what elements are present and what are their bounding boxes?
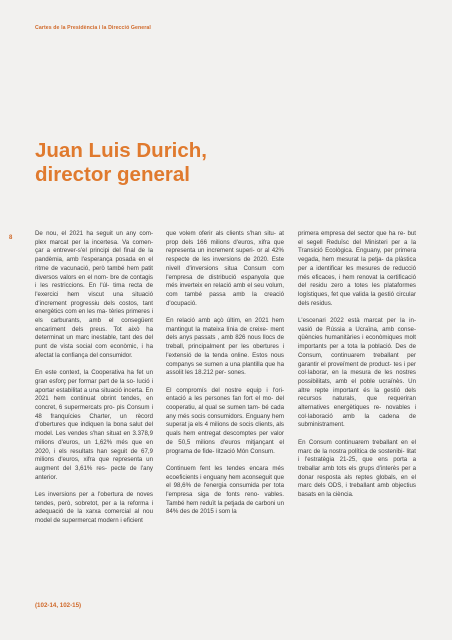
gri-reference: (102-14, 102-15)	[35, 602, 82, 609]
paragraph: primera empresa del sector que ha re- but el segell Reduïsc del Ministeri per a la Transició Ecològica. Enguany, per primera vegada, hem mesurat la petja- da plàstica per a identificar les mesures de reducció més eficaces, i hem renovat la certificació del residu zero a totes les plataformes logístiques, fet que valida la gestió circular dels residus.	[298, 230, 416, 307]
paragraph: Les inversions per a l'obertura de noves tendes, però, sobretot, per a la reforma i adequació de la xarxa comercial al nou model de supermercat modern i eficient	[35, 491, 153, 525]
title-line-1: Juan Luis Durich,	[35, 139, 207, 162]
text-column-3	[298, 230, 416, 500]
text-column-1	[35, 230, 153, 526]
title-line-2: director general	[35, 163, 190, 186]
paragraph: Continuem fent les tendes encara més ecoeficients i enguany hem aconseguit que el 98,6% de l'energia consumida per tota l'empresa siga de fonts reno- vables. També hem reduït la petjada de carboni un 84% des de 2015 i som la	[166, 464, 284, 516]
paragraph: El compromís del nostre equip i l'ori- entació a les persones fan fort el mo- del cooperatiu, al qual se sumen tam- bé cada any més socis consumidors. Enguany hem superat ja els 4 milions de socis clients, als quals hem entregat descomptes per valor de 50,5 milions d'euros mitjançant el programa de fide- lització Món Consum.	[166, 386, 284, 455]
text-column-2	[166, 230, 284, 517]
paragraph: que volem oferir als clients s'han situ- at prop dels 166 milions d'euros, xifra que representa un increment superi- or al 42% respecte de les inversions de 2020. Este nivell d'inversions situa Consum com l'empresa de distribució espanyola que més inverteix en relació amb el seu volum, com també passa amb la creació d'ocupació.	[166, 230, 284, 307]
running-header: Cartes de la Presidència i la Direcció General	[35, 25, 151, 31]
paragraph: En este context, la Cooperativa ha fet un gran esforç per formar part de la so- lució i aportar estabilitat a una situació incerta. En 2021 hem continuat obrint tendes, en concret, 6 supermercats pro- pis Consum i 48 franquícies Charter, un rècord d'obertures que indiquen la bona salut del model. Les vendes s'han situat en 3.378,9 milions d'euros, un 1,62% més que en 2020, i els resultats han seguit de 67,9 milions d'euros, xifra que representa un augment del 3,61% res- pecte de l'any anterior.	[35, 369, 153, 481]
page-title	[35, 139, 335, 187]
paragraph: L'escenari 2022 està marcat per la in- vasió de Rússia a Ucraïna, amb conse- qüències humanitàries i econòmiques molt importants per a tota la població. Des de Consum, continuarem treballant per garantir el proveïment de product- tes i per col·laborar, en la mesura de les nostres possibilitats, amb el poble ucraïnès. Un altre repte important és la gestió dels recursos naturals, que requeriran alternatives energètiques re- novables i col·laboració amb la cadena de subministrament.	[298, 317, 416, 429]
paragraph: De nou, el 2021 ha seguit un any com- plex marcat per la incertesa. Va comen- çar a entrever-s'el principi del final de la pandèmia, amb l'esperança posada en el ritme de vacunació, però també hem patit diversos valors en el nom- bre de contagis i les restriccions. En l'úl- tima recta de l'exercici hem viscut una situació d'increment progressiu dels costos, tant energètics com en les ma- tèries primeres i els carburants, amb el consegüent encariment dels preus. Tot això ha determinat un marc inestable, tant des del punt de vista social com econòmic, i ha afectat la confiança del consumidor.	[35, 230, 153, 359]
paragraph: En relació amb açò últim, en 2021 hem mantingut la mateixa línia de creixe- ment dels anys passats , amb 826 nous llocs de treball, principalment per les obertures i l'extensió de la tenda online. Estos nous companys se sumen a una plantilla que ha assolit les 18.212 per- sones.	[166, 317, 284, 377]
paragraph: En Consum continuarem treballant en el marc de la nostra política de sostenibi- litat i l'estratègia 21-25, que ens porta a treballar amb tots els grups d'interès per a donar resposta als reptes globals, en el marc dels ODS, i treballant amb objectius basats en la ciència.	[298, 438, 416, 499]
page-number: 8	[9, 235, 13, 241]
